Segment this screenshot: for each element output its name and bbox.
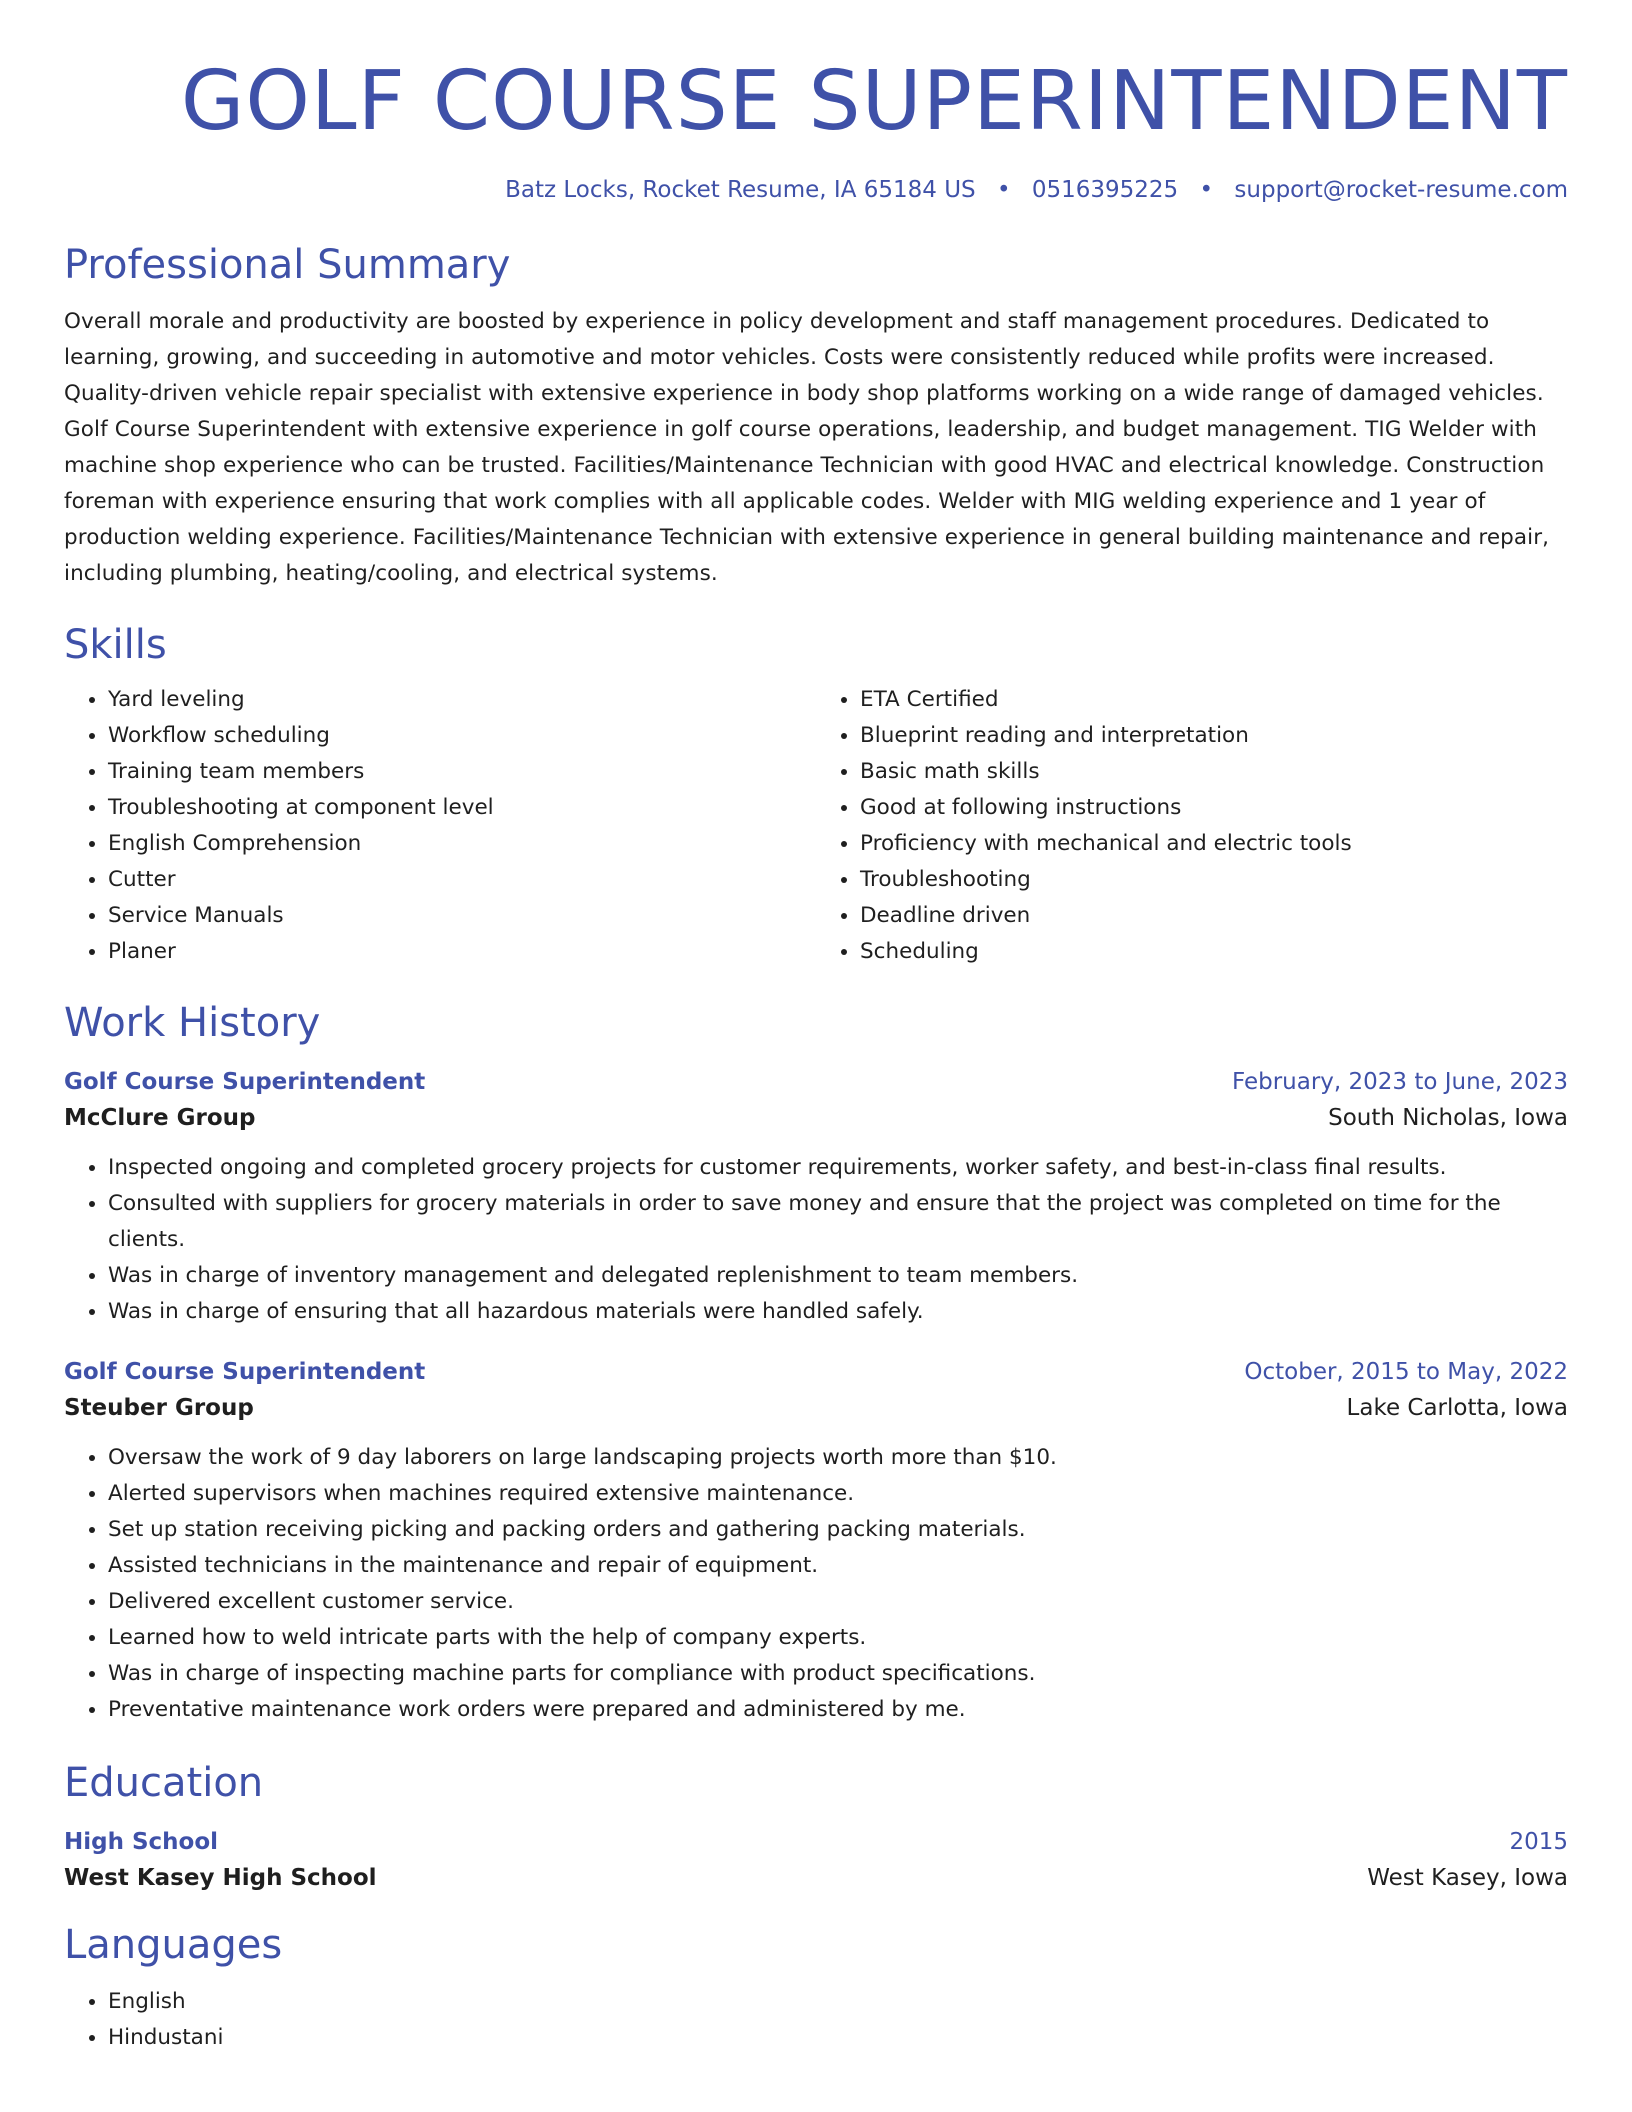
contact-address: Batz Locks, Rocket Resume, IA 65184 US xyxy=(505,177,976,203)
skill-item: • Yard leveling xyxy=(108,682,816,718)
skill-item: • Troubleshooting at component level xyxy=(108,790,816,826)
education-degree: High School xyxy=(64,1829,219,1855)
contact-email: support@rocket-resume.com xyxy=(1234,177,1568,203)
skill-item: • Training team members xyxy=(108,754,816,790)
skills-grid xyxy=(64,682,1568,970)
contact-phone: 0516395225 xyxy=(1031,177,1179,203)
education-header xyxy=(64,1826,1568,1858)
skill-item: • Troubleshooting xyxy=(860,862,1568,898)
education-heading: Education xyxy=(64,1760,264,1806)
contact-separator: • xyxy=(996,177,1011,203)
job-bullet: • Oversaw the work of 9 day laborers on large landscaping projects worth more than $10. xyxy=(108,1440,1568,1476)
skill-item: • Workflow scheduling xyxy=(108,718,816,754)
contact-line xyxy=(64,174,1568,206)
job-bullet: • Preventative maintenance work orders were prepared and administered by me. xyxy=(108,1692,1568,1728)
job-bullet: • Learned how to weld intricate parts with the help of company experts. xyxy=(108,1620,1568,1656)
job-bullet: • Consulted with suppliers for grocery materials in order to save money and ensure that the project was completed on time for the clients. xyxy=(108,1186,1568,1258)
job-bullet: • Was in charge of inventory management and delegated replenishment to team members. xyxy=(108,1258,1568,1294)
languages-heading: Languages xyxy=(64,1922,283,1968)
resume-name-heading: GOLF COURSE SUPERINTENDENT xyxy=(180,54,1568,149)
job-bullet: • Was in charge of inspecting machine parts for compliance with product specifications. xyxy=(108,1656,1568,1692)
job-header xyxy=(64,1356,1568,1388)
job-role: Golf Course Superintendent xyxy=(64,1359,426,1385)
summary-heading: Professional Summary xyxy=(64,242,511,288)
job-bullets xyxy=(64,1440,1568,1728)
language-item: • Hindustani xyxy=(108,2020,1568,2056)
skill-item: • Planer xyxy=(108,934,816,970)
job-company: Steuber Group xyxy=(64,1395,254,1421)
skill-item: • Deadline driven xyxy=(860,898,1568,934)
job-entry xyxy=(64,1356,1568,1728)
job-location: Lake Carlotta, Iowa xyxy=(1346,1395,1568,1421)
job-header xyxy=(64,1066,1568,1098)
job-dates: February, 2023 to June, 2023 xyxy=(1231,1069,1568,1095)
skills-heading: Skills xyxy=(64,622,167,668)
language-item: • English xyxy=(108,1984,1568,2020)
skill-item: • English Comprehension xyxy=(108,826,816,862)
job-company: McClure Group xyxy=(64,1105,256,1131)
job-location: South Nicholas, Iowa xyxy=(1328,1105,1568,1131)
job-subheader xyxy=(64,1100,1568,1136)
skill-item: • Scheduling xyxy=(860,934,1568,970)
education-school: West Kasey High School xyxy=(64,1865,377,1891)
contact-separator: • xyxy=(1199,177,1214,203)
skill-item: • Service Manuals xyxy=(108,898,816,934)
job-bullet: • Was in charge of ensuring that all hazardous materials were handled safely. xyxy=(108,1294,1568,1330)
education-subheader xyxy=(64,1860,1568,1896)
job-dates: October, 2015 to May, 2022 xyxy=(1244,1359,1568,1385)
job-subheader xyxy=(64,1390,1568,1426)
skill-item: • ETA Certified xyxy=(860,682,1568,718)
skill-item: • Good at following instructions xyxy=(860,790,1568,826)
skills-list-left xyxy=(64,682,816,970)
skill-item: • Basic math skills xyxy=(860,754,1568,790)
skill-item: • Proficiency with mechanical and electric tools xyxy=(860,826,1568,862)
job-bullet: • Assisted technicians in the maintenance and repair of equipment. xyxy=(108,1548,1568,1584)
job-bullet: • Delivered excellent customer service. xyxy=(108,1584,1568,1620)
job-bullet: • Set up station receiving picking and packing orders and gathering packing materials. xyxy=(108,1512,1568,1548)
job-bullet: • Inspected ongoing and completed grocery projects for customer requirements, worker safety, and best-in-class final results. xyxy=(108,1150,1568,1186)
job-bullet: • Alerted supervisors when machines required extensive maintenance. xyxy=(108,1476,1568,1512)
work-history-heading: Work History xyxy=(64,1000,321,1046)
job-role: Golf Course Superintendent xyxy=(64,1069,426,1095)
education-location: West Kasey, Iowa xyxy=(1367,1865,1568,1891)
job-entry xyxy=(64,1066,1568,1330)
skill-item: • Cutter xyxy=(108,862,816,898)
skill-item: • Blueprint reading and interpretation xyxy=(860,718,1568,754)
education-year: 2015 xyxy=(1509,1829,1568,1855)
job-bullets xyxy=(64,1150,1568,1330)
education-entry xyxy=(64,1826,1568,1896)
skills-list-right xyxy=(816,682,1568,970)
languages-list xyxy=(64,1984,1568,2056)
summary-text: Overall morale and productivity are boosted by experience in policy development and staff management procedures. Dedicated to learning, growing, and succeeding in automotive and motor vehicles. Costs were consistently reduced while profits were increased. Quality-driven vehicle repair specialist with extensive experience in body shop platforms working on a wide range of damaged vehicles. Golf Course Superintendent with extensive experience in golf course operations, leadership, and budget management. TIG Welder with machine shop experience who can be trusted. Facilities/Maintenance Technician with good HVAC and electrical knowledge. Construction foreman with experience ensuring that work complies with all applicable codes. Welder with MIG welding experience and 1 year of production welding experience. Facilities/Maintenance Technician with extensive experience in general building maintenance and repair, including plumbing, heating/cooling, and electrical systems. xyxy=(64,309,1550,586)
